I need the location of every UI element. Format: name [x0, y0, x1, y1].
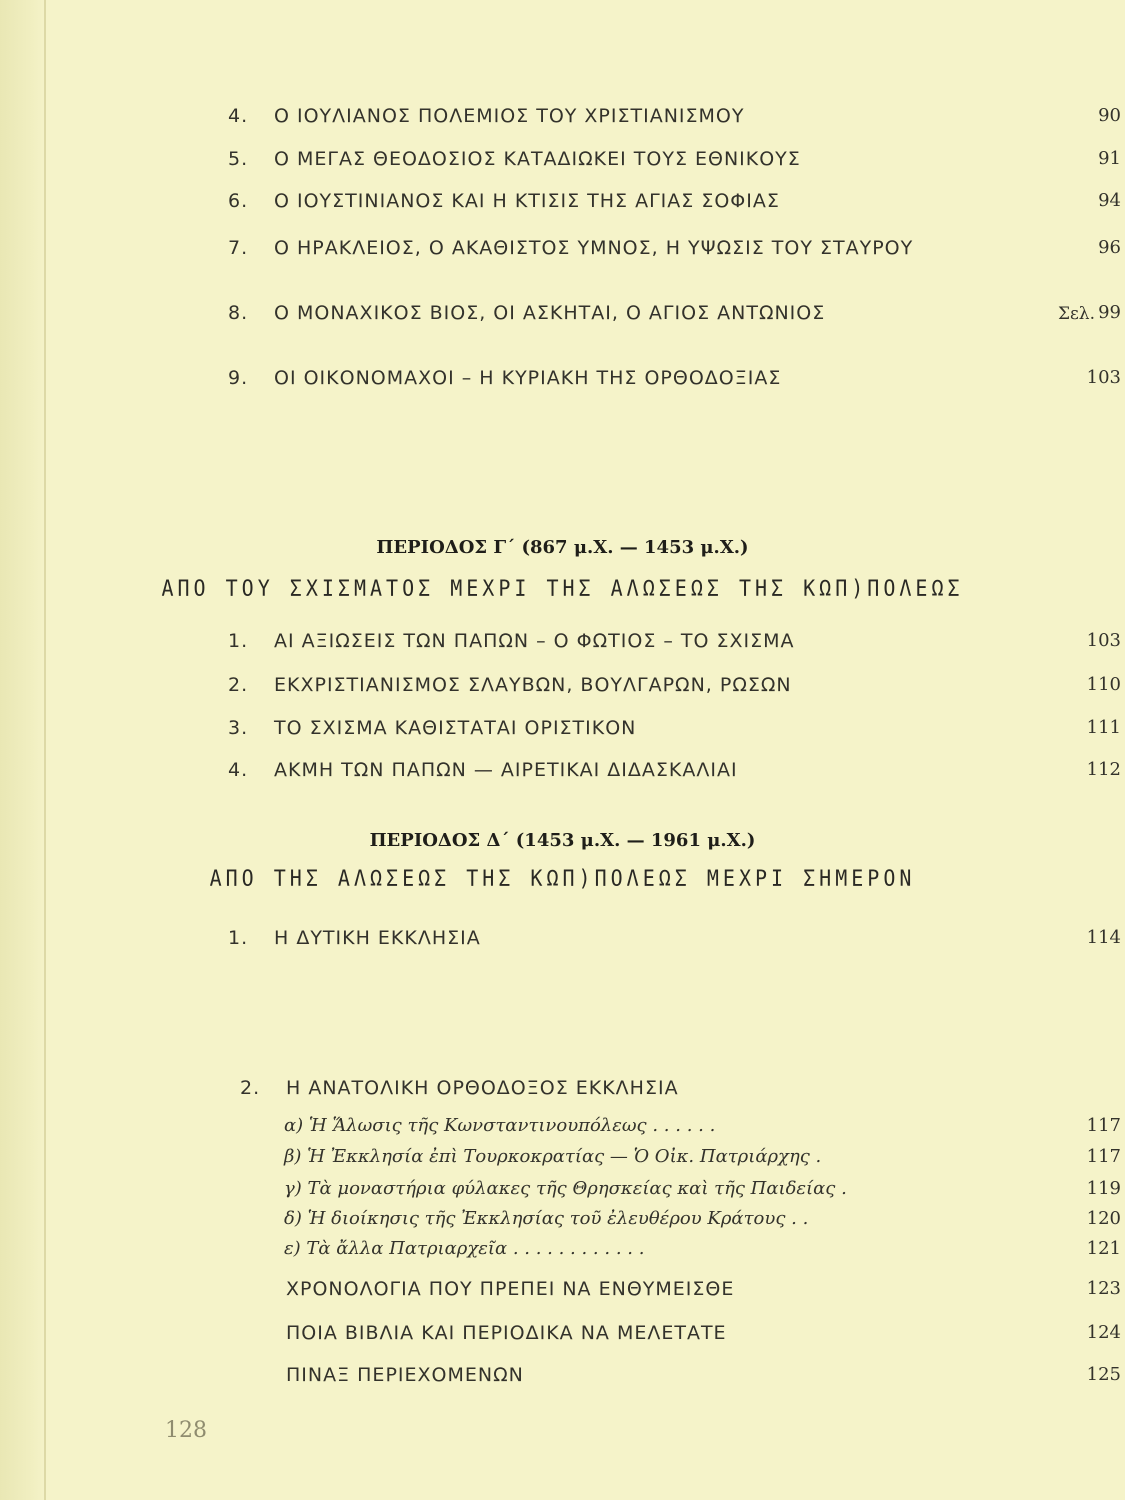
toc-entry[interactable]: [228, 759, 1125, 781]
page-gutter: [0, 0, 46, 1500]
entry-number: 1.: [228, 630, 249, 652]
entry-number: 2.: [228, 674, 249, 696]
entry-title: ΑΙ ΑΞΙΩΣΕΙΣ ΤΩΝ ΠΑΠΩΝ – Ο ΦΩΤΙΟΣ – ΤΟ ΣΧΙΣΜΑ: [274, 630, 795, 652]
entry-title: Ο ΙΟΥΣΤΙΝΙΑΝΟΣ ΚΑΙ Η ΚΤΙΣΙΣ ΤΗΣ ΑΓΙΑΣ ΣΟΦΙΑΣ: [274, 190, 780, 212]
toc-entry[interactable]: [286, 1364, 1125, 1386]
period-c-heading: ΠΕΡΙΟΔΟΣ Γ΄ (867 μ.Χ. — 1453 μ.Χ.): [376, 537, 749, 558]
entry-number: 5.: [228, 148, 249, 170]
toc-subentry[interactable]: [284, 1208, 1125, 1229]
entry-page: 114: [1086, 927, 1121, 948]
period-d-heading: ΠΕΡΙΟΔΟΣ Δ΄ (1453 μ.Χ. — 1961 μ.Χ.): [369, 830, 756, 851]
toc-entry[interactable]: [240, 1077, 1125, 1099]
toc-entry[interactable]: [228, 302, 1125, 324]
entry-page: 112: [1086, 759, 1121, 780]
entry-page: 119: [1086, 1178, 1121, 1199]
entry-page: 123: [1086, 1278, 1121, 1299]
entry-number: 3.: [228, 717, 249, 739]
entry-number: 4.: [228, 105, 249, 127]
toc-entry[interactable]: [228, 674, 1125, 696]
entry-title: ΑΚΜΗ ΤΩΝ ΠΑΠΩΝ — ΑΙΡΕΤΙΚΑΙ ΔΙΔΑΣΚΑΛΙΑΙ: [274, 759, 738, 781]
entry-number: 9.: [228, 367, 249, 389]
entry-title: Ο ΜΟΝΑΧΙΚΟΣ ΒΙΟΣ, ΟΙ ΑΣΚΗΤΑΙ, Ο ΑΓΙΟΣ ΑΝΤΩΝΙΟΣ: [274, 302, 826, 324]
period-c-subheading: ΑΠΟ ΤΟΥ ΣΧΙΣΜΑΤΟΣ ΜΕΧΡΙ ΤΗΣ ΑΛΩΣΕΩΣ ΤΗΣ ΚΩΠ)ΠΟΛΕΩΣ: [161, 574, 964, 602]
toc-entry[interactable]: [228, 717, 1125, 739]
entry-title: Η ΔΥΤΙΚΗ ΕΚΚΛΗΣΙΑ: [274, 927, 481, 949]
entry-page: 90: [1098, 105, 1121, 126]
toc-subentry[interactable]: [284, 1115, 1125, 1136]
subentry-label: β) Ἡ Ἐκκλησία ἐπὶ Τουρκοκρατίας — Ὁ Οἰκ. Πατριάρχης .: [284, 1146, 822, 1167]
gutter-line: [44, 0, 46, 1500]
toc-entry[interactable]: [228, 148, 1125, 170]
page-abbrev: Σελ.: [1057, 304, 1095, 324]
entry-title: ΠΙΝΑΞ ΠΕΡΙΕΧΟΜΕΝΩΝ: [286, 1364, 524, 1386]
entry-number: 8.: [228, 302, 249, 324]
toc-entry[interactable]: [228, 367, 1125, 389]
entry-page: 96: [1098, 237, 1121, 258]
entry-title: ΕΚΧΡΙΣΤΙΑΝΙΣΜΟΣ ΣΛΑΥΒΩΝ, ΒΟΥΛΓΑΡΩΝ, ΡΩΣΩΝ: [274, 674, 792, 696]
subentry-label: δ) Ἡ διοίκησις τῆς Ἐκκλησίας τοῦ ἐλευθέρου Κράτους . .: [284, 1208, 809, 1229]
toc-subentry[interactable]: [284, 1178, 1125, 1199]
toc-entry[interactable]: [228, 105, 1125, 127]
entry-number: 4.: [228, 759, 249, 781]
entry-page: 124: [1086, 1322, 1121, 1343]
entry-title: ΟΙ ΟΙΚΟΝΟΜΑΧΟΙ – Η ΚΥΡΙΑΚΗ ΤΗΣ ΟΡΘΟΔΟΞΙΑΣ: [274, 367, 782, 389]
period-d-subheading: ΑΠΟ ΤΗΣ ΑΛΩΣΕΩΣ ΤΗΣ ΚΩΠ)ΠΟΛΕΩΣ ΜΕΧΡΙ ΣΗΜΕΡΟΝ: [209, 864, 916, 892]
toc-entry[interactable]: [228, 927, 1125, 949]
entry-title: Ο ΗΡΑΚΛΕΙΟΣ, Ο ΑΚΑΘΙΣΤΟΣ ΥΜΝΟΣ, Η ΥΨΩΣΙΣ ΤΟΥ ΣΤΑΥΡΟΥ: [274, 237, 914, 259]
entry-number: 2.: [240, 1077, 261, 1099]
entry-title: ΧΡΟΝΟΛΟΓΙΑ ΠΟΥ ΠΡΕΠΕΙ ΝΑ ΕΝΘΥΜΕΙΣΘΕ: [286, 1278, 735, 1300]
toc-entry[interactable]: [228, 190, 1125, 212]
toc-entry[interactable]: [228, 237, 1125, 259]
toc-entry[interactable]: [286, 1322, 1125, 1344]
entry-title: ΠΟΙΑ ΒΙΒΛΙΑ ΚΑΙ ΠΕΡΙΟΔΙΚΑ ΝΑ ΜΕΛΕΤΑΤΕ: [286, 1322, 727, 1344]
toc-subentry[interactable]: [284, 1238, 1125, 1259]
entry-page: 125: [1086, 1364, 1121, 1385]
entry-page: 99: [1098, 302, 1121, 323]
entry-page: 91: [1098, 148, 1121, 169]
entry-title: ΤΟ ΣΧΙΣΜΑ ΚΑΘΙΣΤΑΤΑΙ ΟΡΙΣΤΙΚΟΝ: [274, 717, 637, 739]
entry-page: 110: [1086, 674, 1121, 695]
toc-subentry[interactable]: [284, 1146, 1125, 1167]
entry-page: 103: [1086, 367, 1121, 388]
toc-entry[interactable]: [286, 1278, 1125, 1300]
entry-page: 117: [1086, 1146, 1121, 1167]
entry-page: 111: [1086, 717, 1121, 738]
entry-page: 121: [1086, 1238, 1121, 1259]
entry-page: 103: [1086, 630, 1121, 651]
toc-entry[interactable]: [228, 630, 1125, 652]
entry-page: 120: [1086, 1208, 1121, 1229]
entry-number: 1.: [228, 927, 249, 949]
entry-title: Ο ΙΟΥΛΙΑΝΟΣ ΠΟΛΕΜΙΟΣ ΤΟΥ ΧΡΙΣΤΙΑΝΙΣΜΟΥ: [274, 105, 745, 127]
entry-title: Η ΑΝΑΤΟΛΙΚΗ ΟΡΘΟΔΟΞΟΣ ΕΚΚΛΗΣΙΑ: [286, 1077, 679, 1099]
subentry-label: γ) Τὰ μοναστήρια φύλακες τῆς Θρησκείας καὶ τῆς Παιδείας .: [284, 1178, 847, 1199]
entry-number: 6.: [228, 190, 249, 212]
entry-page: 117: [1086, 1115, 1121, 1136]
entry-number: 7.: [228, 237, 249, 259]
page-number: 128: [165, 1418, 207, 1443]
entry-page: 94: [1098, 190, 1121, 211]
subentry-label: α) Ἡ Ἅλωσις τῆς Κωνσταντινουπόλεως . . . . . .: [284, 1115, 716, 1136]
entry-title: Ο ΜΕΓΑΣ ΘΕΟΔΟΣΙΟΣ ΚΑΤΑΔΙΩΚΕΙ ΤΟΥΣ ΕΘΝΙΚΟΥΣ: [274, 148, 801, 170]
subentry-label: ε) Τὰ ἄλλα Πατριαρχεῖα . . . . . . . . . . . .: [284, 1238, 645, 1259]
